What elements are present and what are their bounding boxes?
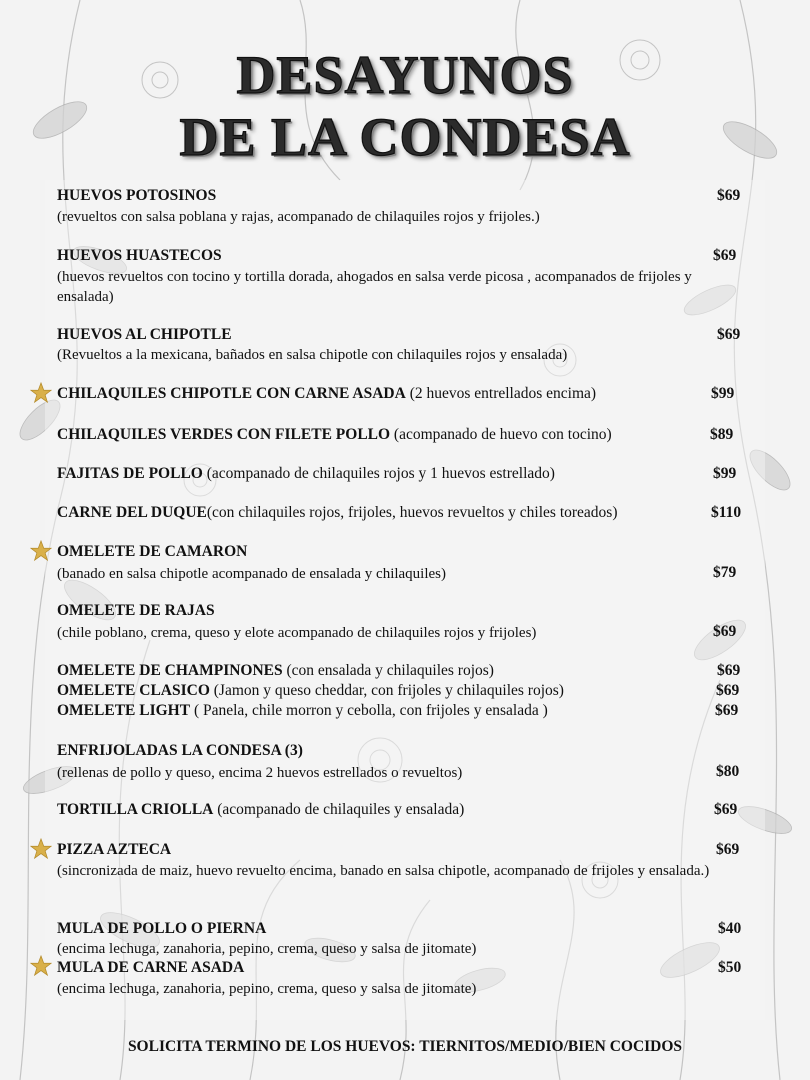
menu-item-omelete-light (57, 701, 747, 721)
item-description: (sincronizada de maiz, huevo revuelto encima, banado en salsa chipotle, acompanado de frijoles y ensalada.) (57, 863, 710, 879)
menu-item-omelete-de-camaron (57, 542, 747, 562)
item-description: (rellenas de pollo y queso, encima 2 huevos estrellados o revueltos) (57, 765, 463, 781)
item-name: TORTILLA CRIOLLA (57, 801, 214, 818)
item-price: $69 (715, 702, 739, 719)
item-description: (revueltos con salsa poblana y rajas, acompanado de chilaquiles rojos y frijoles.) (57, 209, 540, 225)
item-price: $69 (713, 247, 737, 264)
menu-item-huevos-al-chipotle (57, 325, 747, 345)
item-price: $69 (714, 801, 738, 818)
item-price: $50 (718, 959, 742, 976)
menu-item-mula-de-pollo (57, 919, 747, 939)
item-description: (huevos revueltos con tocino y tortilla dorada, ahogados en salsa verde picosa , acompanados de frijoles y ensalada) (57, 269, 692, 305)
item-inline-description: (acompanado de huevo con tocino) (393, 426, 612, 443)
star-icon (30, 540, 52, 562)
menu-item-omelete-de-rajas (57, 601, 747, 621)
item-name: ENFRIJOLADAS LA CONDESA (3) (57, 742, 303, 759)
item-name: OMELETE LIGHT (57, 702, 191, 719)
item-name: OMELETE DE RAJAS (57, 602, 215, 619)
item-inline-description: ( Panela, chile morron y cebolla, con frijoles y ensalada ) (193, 702, 548, 719)
menu-item-fajitas-de-pollo (57, 464, 747, 484)
item-price: $69 (717, 187, 741, 204)
item-description: (chile poblano, crema, queso y elote acompanado de chilaquiles rojos y frijoles) (57, 625, 537, 641)
item-name: PIZZA AZTECA (57, 841, 172, 858)
item-price: $89 (710, 426, 734, 443)
item-inline-description: (2 huevos entrellados encima) (409, 385, 597, 402)
item-price: $99 (713, 465, 737, 482)
item-description: (Revueltos a la mexicana, bañados en salsa chipotle con chilaquiles rojos y ensalada) (57, 347, 568, 363)
item-inline-description: (Jamon y queso cheddar, con frijoles y chilaquiles rojos) (213, 682, 564, 699)
star-icon (30, 838, 52, 860)
menu-item-chilaquiles-verdes (57, 425, 747, 445)
item-name: MULA DE POLLO O PIERNA (57, 920, 267, 937)
item-name: OMELETE DE CAMARON (57, 543, 248, 560)
menu-item-tortilla-criolla (57, 800, 747, 820)
item-price: $69 (717, 662, 741, 679)
menu-item-carne-del-duque (57, 503, 747, 523)
menu-item-omelete-de-champinones (57, 661, 747, 681)
item-inline-description: (acompanado de chilaquiles rojos y 1 huevos estrellado) (206, 465, 555, 482)
item-name: OMELETE DE CHAMPINONES (57, 662, 283, 679)
item-name: HUEVOS HUASTECOS (57, 247, 222, 264)
item-name: OMELETE CLASICO (57, 682, 210, 699)
item-inline-description: (con chilaquiles rojos, frijoles, huevos revueltos y chiles toreados) (206, 504, 618, 521)
item-name: HUEVOS POTOSINOS (57, 187, 217, 204)
star-icon (30, 382, 52, 404)
item-inline-description: (acompanado de chilaquiles y ensalada) (217, 801, 465, 818)
star-icon (30, 955, 52, 977)
footer-note: SOLICITA TERMINO DE LOS HUEVOS: TIERNITOS/MEDIO/BIEN COCIDOS (127, 1038, 683, 1055)
menu-item-huevos-potosinos (57, 186, 747, 206)
item-name: HUEVOS AL CHIPOTLE (57, 326, 232, 343)
title-line-2: DE LA CONDESA (179, 107, 631, 167)
item-price: $69 (713, 623, 737, 640)
menu-item-mula-de-carne-asada (57, 958, 747, 978)
item-price: $110 (711, 504, 742, 521)
item-description: (encima lechuga, zanahoria, pepino, crema, queso y salsa de jitomate) (57, 981, 477, 997)
item-price: $79 (713, 564, 737, 581)
item-description: (banado en salsa chipotle acompanado de ensalada y chilaquiles) (57, 566, 447, 582)
item-price: $80 (716, 763, 740, 780)
item-name: CHILAQUILES CHIPOTLE CON CARNE ASADA (57, 385, 406, 402)
item-name: MULA DE CARNE ASADA (57, 959, 245, 976)
item-name: FAJITAS DE POLLO (57, 465, 203, 482)
menu-item-huevos-huastecos (57, 246, 747, 266)
item-price: $69 (717, 326, 741, 343)
item-name: CHILAQUILES VERDES CON FILETE POLLO (57, 426, 391, 443)
item-description: (encima lechuga, zanahoria, pepino, crema, queso y salsa de jitomate) (57, 941, 477, 957)
menu-item-chilaquiles-chipotle (57, 384, 747, 404)
menu-item-pizza-azteca (57, 840, 747, 860)
item-price: $69 (716, 682, 740, 699)
item-price: $69 (716, 841, 740, 858)
item-inline-description: (con ensalada y chilaquiles rojos) (286, 662, 494, 679)
menu-item-enfrijoladas (57, 741, 747, 761)
item-price: $40 (718, 920, 742, 937)
item-name: CARNE DEL DUQUE (57, 504, 207, 521)
menu-item-omelete-clasico (57, 681, 747, 701)
item-price: $99 (711, 385, 735, 402)
title-line-1: DESAYUNOS (236, 45, 574, 105)
